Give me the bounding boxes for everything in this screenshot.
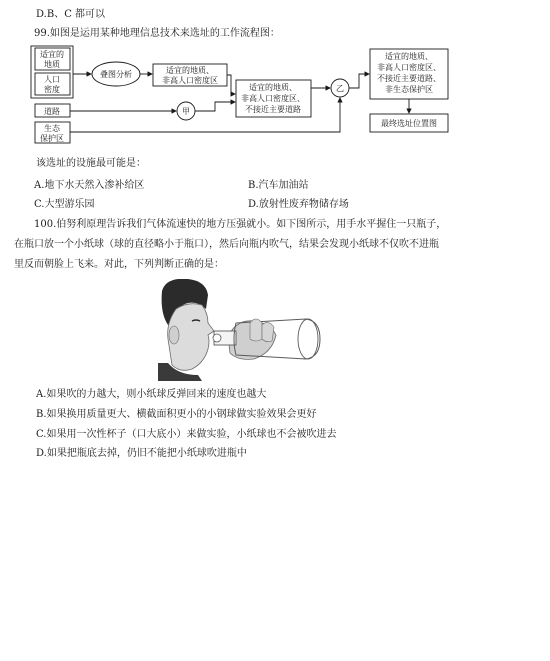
label-result3-4: 非生态保护区 [385,85,433,94]
label-population-1: 人口 [44,75,60,84]
label-result3-3: 不接近主要道路、 [377,74,441,83]
q99-option-c: C.大型游乐园 [34,199,95,210]
q100-line-1: 100.伯努利原理告诉我们气体流速快的地方压强就小。如下图所示，用手水平握住一只瓶子， [34,219,447,230]
q100-option-d: D.如果把瓶底去掉，仍旧不能把小纸球吹进瓶中 [36,448,247,459]
label-suitable-1: 适宜的 [40,50,64,59]
label-overlay: 叠图分析 [100,70,132,79]
label-suitable-2: 地质 [44,60,60,69]
label-road: 道路 [44,107,60,116]
label-result2-1: 适宜的地质、 [249,83,297,92]
label-result1-2: 非高人口密度区 [162,76,218,85]
q100-line-3: 里反而朝脸上飞来。对此，下列判断正确的是： [14,259,224,270]
label-final: 最终选址位置图 [381,119,437,128]
label-result3-1: 适宜的地质、 [385,52,433,61]
q100-option-c: C.如果用一次性杯子（口大底小）来做实验，小纸球也不会被吹进去 [36,429,337,440]
label-population-2: 密度 [44,85,60,94]
site-selection-flowchart [0,42,550,162]
label-result3-2: 非高人口密度区、 [377,63,441,72]
q100-option-b: B.如果换用质量更大、横截面积更小的小钢球做实验效果会更好 [36,409,317,420]
label-result2-2: 非高人口密度区、 [241,94,305,103]
q99-option-b: B.汽车加油站 [248,180,309,191]
label-jia: 甲 [182,107,190,116]
label-result1-1: 适宜的地质、 [166,66,214,75]
q99-option-a: A.地下水天然入渗补给区 [34,180,145,191]
label-eco-1: 生态 [44,124,60,133]
q99-question: 该选址的设施最可能是： [36,158,146,169]
q99-option-d: D.放射性废弃物储存场 [248,199,349,210]
blowing-bottle-illustration [158,279,326,381]
q100-line-2: 在瓶口放一个小纸球（球的直径略小于瓶口），然后向瓶内吹气，结果会发现小纸球不仅吹不进瓶 [14,239,439,250]
q99-stem: 99.如图是运用某种地理信息技术来选址的工作流程图： [34,28,280,39]
q100-option-a: A.如果吹的力越大，则小纸球反弹回来的速度也越大 [36,389,267,400]
label-eco-2: 保护区 [40,134,64,143]
label-yi: 乙 [336,84,344,93]
previous-answer-option: D.B、C 都可以 [36,9,106,20]
label-result2-3: 不接近主要道路 [245,105,301,114]
